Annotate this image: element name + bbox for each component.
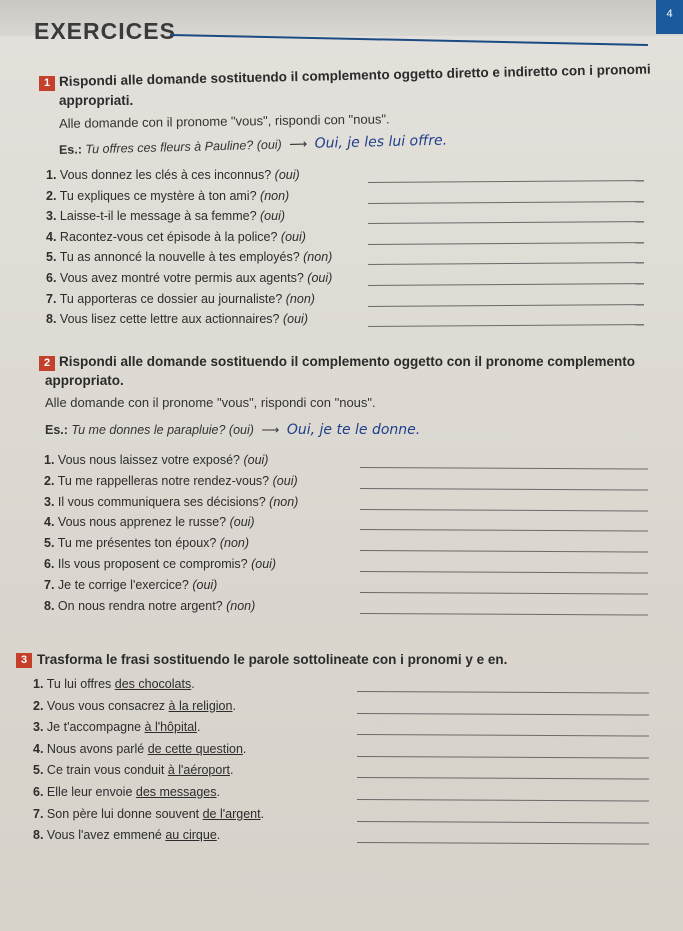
item-number: 3. xyxy=(44,494,55,509)
item-question: Vous nous apprenez le russe? xyxy=(57,515,227,530)
example-question: Tu offres ces fleurs à Pauline? (oui) xyxy=(85,137,282,157)
answer-line[interactable] xyxy=(360,571,648,574)
item-underlined: de l'argent xyxy=(202,806,261,821)
exercise-item xyxy=(46,250,332,264)
answer-line[interactable] xyxy=(368,262,644,265)
item-hint: (non) xyxy=(269,494,299,509)
answer-line[interactable] xyxy=(357,734,649,737)
item-question: Laisse-t-il le message à sa femme? xyxy=(59,209,257,224)
item-text: Je t'accompagne xyxy=(46,720,145,735)
answer-line[interactable] xyxy=(357,713,649,716)
answer-line[interactable] xyxy=(368,201,644,204)
example-answer: Oui, je les lui offre. xyxy=(314,132,448,152)
exercise-subinstruction: Alle domande con il pronome "vous", rispondi con "nous". xyxy=(58,111,390,131)
item-number: 3. xyxy=(33,720,44,735)
item-text-end: . xyxy=(216,828,221,843)
item-text-end: . xyxy=(191,677,195,691)
exercise-instruction: Rispondi alle domande sostituendo il complemento oggetto diretto e indiretto con i pronomi xyxy=(58,61,651,89)
item-number: 4. xyxy=(44,515,55,530)
exercise-instruction: Trasforma le frasi sostituendo le parole sottolineate con i pronomi y e en. xyxy=(37,652,508,667)
item-text-end: . xyxy=(229,763,234,778)
exercise-item xyxy=(46,230,306,244)
item-number: 6. xyxy=(46,271,57,285)
example-question: Tu me donnes le parapluie? (oui) xyxy=(71,423,254,437)
item-number: 7. xyxy=(33,806,44,821)
item-number: 2. xyxy=(44,473,55,488)
item-number: 1. xyxy=(46,168,57,182)
item-number: 8. xyxy=(46,312,57,327)
exercise-number-badge: 1 xyxy=(39,76,55,91)
item-question: Je te corrige l'exercice? xyxy=(57,577,189,592)
exercise-number-badge: 3 xyxy=(16,653,32,668)
item-number: 8. xyxy=(44,598,55,613)
item-hint: (oui) xyxy=(251,557,277,571)
answer-line[interactable] xyxy=(368,221,644,224)
exercise-item xyxy=(33,742,246,756)
item-number: 6. xyxy=(44,557,55,571)
item-hint: (oui) xyxy=(274,168,300,182)
item-number: 5. xyxy=(46,250,57,265)
exercise-item xyxy=(44,474,298,488)
item-number: 4. xyxy=(33,741,44,756)
item-number: 7. xyxy=(46,291,57,306)
item-underlined: des messages xyxy=(135,785,217,799)
page-title: EXERCICES xyxy=(34,18,176,44)
item-hint: (oui) xyxy=(282,312,308,327)
item-question: On nous rendra notre argent? xyxy=(57,598,223,613)
item-underlined: de cette question xyxy=(147,741,243,756)
item-number: 5. xyxy=(33,763,44,778)
exercise-item xyxy=(33,677,195,691)
exercise-item xyxy=(44,495,298,509)
item-text-end: . xyxy=(232,698,236,713)
item-text: Nous avons parlé xyxy=(46,741,148,756)
exercise-instruction-cont: appropriati. xyxy=(59,93,134,108)
exercise-item xyxy=(46,189,289,203)
item-text: Vous vous consacrez xyxy=(46,698,169,713)
item-number: 3. xyxy=(46,209,57,224)
item-text-end: . xyxy=(260,806,265,821)
item-hint: (oui) xyxy=(272,473,298,488)
exercise-item xyxy=(46,209,285,223)
exercise-item xyxy=(46,312,308,326)
item-question: Vous donnez les clés à ces inconnus? xyxy=(59,168,272,182)
item-text-end: . xyxy=(216,785,220,799)
answer-line[interactable] xyxy=(368,304,644,307)
answer-line[interactable] xyxy=(357,799,649,802)
item-text: Vous l'avez emmené xyxy=(46,828,166,843)
answer-line[interactable] xyxy=(360,488,648,491)
exercise-item xyxy=(33,828,220,842)
arrow-right-icon: ⟶ xyxy=(289,136,308,152)
answer-line[interactable] xyxy=(368,180,644,183)
answer-line[interactable] xyxy=(360,467,648,470)
item-text: Son père lui donne souvent xyxy=(46,806,203,821)
answer-line[interactable] xyxy=(357,777,649,780)
item-number: 1. xyxy=(33,677,44,691)
exercise-item xyxy=(46,292,315,306)
answer-line[interactable] xyxy=(368,324,644,327)
exercise-item xyxy=(33,720,200,734)
exercise-item xyxy=(33,807,264,821)
item-text: Ce train vous conduit xyxy=(46,763,168,778)
answer-line[interactable] xyxy=(357,756,649,759)
item-hint: (non) xyxy=(226,598,256,613)
exercise-item xyxy=(44,557,276,571)
exercise-item xyxy=(44,453,268,467)
exercise-number-badge: 2 xyxy=(39,356,55,371)
exercise-item xyxy=(44,515,255,529)
item-hint: (oui) xyxy=(260,209,286,224)
answer-line[interactable] xyxy=(360,592,648,595)
item-underlined: à l'hôpital xyxy=(144,720,197,735)
exercise-example xyxy=(45,422,420,438)
item-text-end: . xyxy=(196,720,201,735)
item-hint: (non) xyxy=(303,250,333,265)
item-question: Il vous communiquera ses décisions? xyxy=(57,494,266,509)
exercise-example xyxy=(59,133,447,158)
item-underlined: à l'aéroport xyxy=(167,763,230,778)
answer-line[interactable] xyxy=(368,242,644,245)
answer-line[interactable] xyxy=(360,509,648,512)
item-question: Tu expliques ce mystère à ton ami? xyxy=(59,188,257,203)
item-text: Elle leur envoie xyxy=(46,785,136,799)
answer-line[interactable] xyxy=(360,613,648,616)
answer-line[interactable] xyxy=(357,821,649,824)
item-question: Tu me rappelleras notre rendez-vous? xyxy=(57,473,270,488)
item-hint: (oui) xyxy=(192,577,218,592)
item-number: 7. xyxy=(44,577,55,592)
item-underlined: au cirque xyxy=(165,828,217,843)
item-question: Ils vous proposent ce compromis? xyxy=(57,557,248,571)
item-hint: (oui) xyxy=(229,515,255,530)
item-hint: (oui) xyxy=(307,271,333,285)
item-question: Racontez-vous cet épisode à la police? xyxy=(59,229,278,244)
exercise-item xyxy=(33,785,220,799)
exercise-item xyxy=(46,168,300,182)
exercise-item xyxy=(44,599,255,613)
example-label: Es.: xyxy=(45,423,68,437)
exercise-item xyxy=(44,578,217,592)
item-question: Tu apporteras ce dossier au journaliste? xyxy=(59,291,283,306)
item-question: Tu me présentes ton époux? xyxy=(57,536,217,551)
item-hint: (non) xyxy=(219,536,250,551)
item-question: Vous lisez cette lettre aux actionnaires? xyxy=(59,312,280,327)
item-hint: (oui) xyxy=(280,229,306,244)
item-number: 8. xyxy=(33,828,44,843)
item-number: 6. xyxy=(33,785,44,799)
item-underlined: à la religion xyxy=(168,698,233,713)
item-hint: (non) xyxy=(260,188,290,203)
item-text-end: . xyxy=(242,741,247,756)
item-underlined: des chocolats xyxy=(114,677,192,691)
exercise-item xyxy=(33,699,236,713)
answer-line[interactable] xyxy=(368,283,644,286)
example-answer: Oui, je te le donne. xyxy=(286,422,421,438)
answer-line[interactable] xyxy=(357,842,649,845)
page-corner-tab: 4 xyxy=(656,0,683,34)
item-question: Vous nous laissez votre exposé? xyxy=(57,453,240,467)
answer-line[interactable] xyxy=(360,529,648,532)
item-hint: (non) xyxy=(285,291,315,306)
answer-line[interactable] xyxy=(360,550,648,553)
arrow-right-icon: ⟶ xyxy=(261,423,280,437)
exercise-item xyxy=(44,536,249,550)
item-question: Vous avez montré votre permis aux agents? xyxy=(59,271,304,285)
exercise-item xyxy=(46,271,332,285)
item-number: 4. xyxy=(46,229,57,244)
exercise-instruction-cont: appropriato. xyxy=(45,373,124,388)
item-text: Tu lui offres xyxy=(46,677,115,691)
answer-line[interactable] xyxy=(357,691,649,694)
item-question: Tu as annoncé la nouvelle à tes employés? xyxy=(59,250,300,265)
exercise-subinstruction: Alle domande con il pronome "vous", rispondi con "nous". xyxy=(45,395,376,410)
example-label: Es.: xyxy=(58,142,83,157)
exercise-item xyxy=(33,763,233,777)
item-number: 2. xyxy=(46,188,57,203)
item-hint: (oui) xyxy=(243,453,269,467)
exercise-instruction: Rispondi alle domande sostituendo il complemento oggetto con il pronome complemento xyxy=(59,354,636,369)
item-number: 2. xyxy=(33,698,44,713)
item-number: 1. xyxy=(44,453,55,467)
item-number: 5. xyxy=(44,536,55,551)
